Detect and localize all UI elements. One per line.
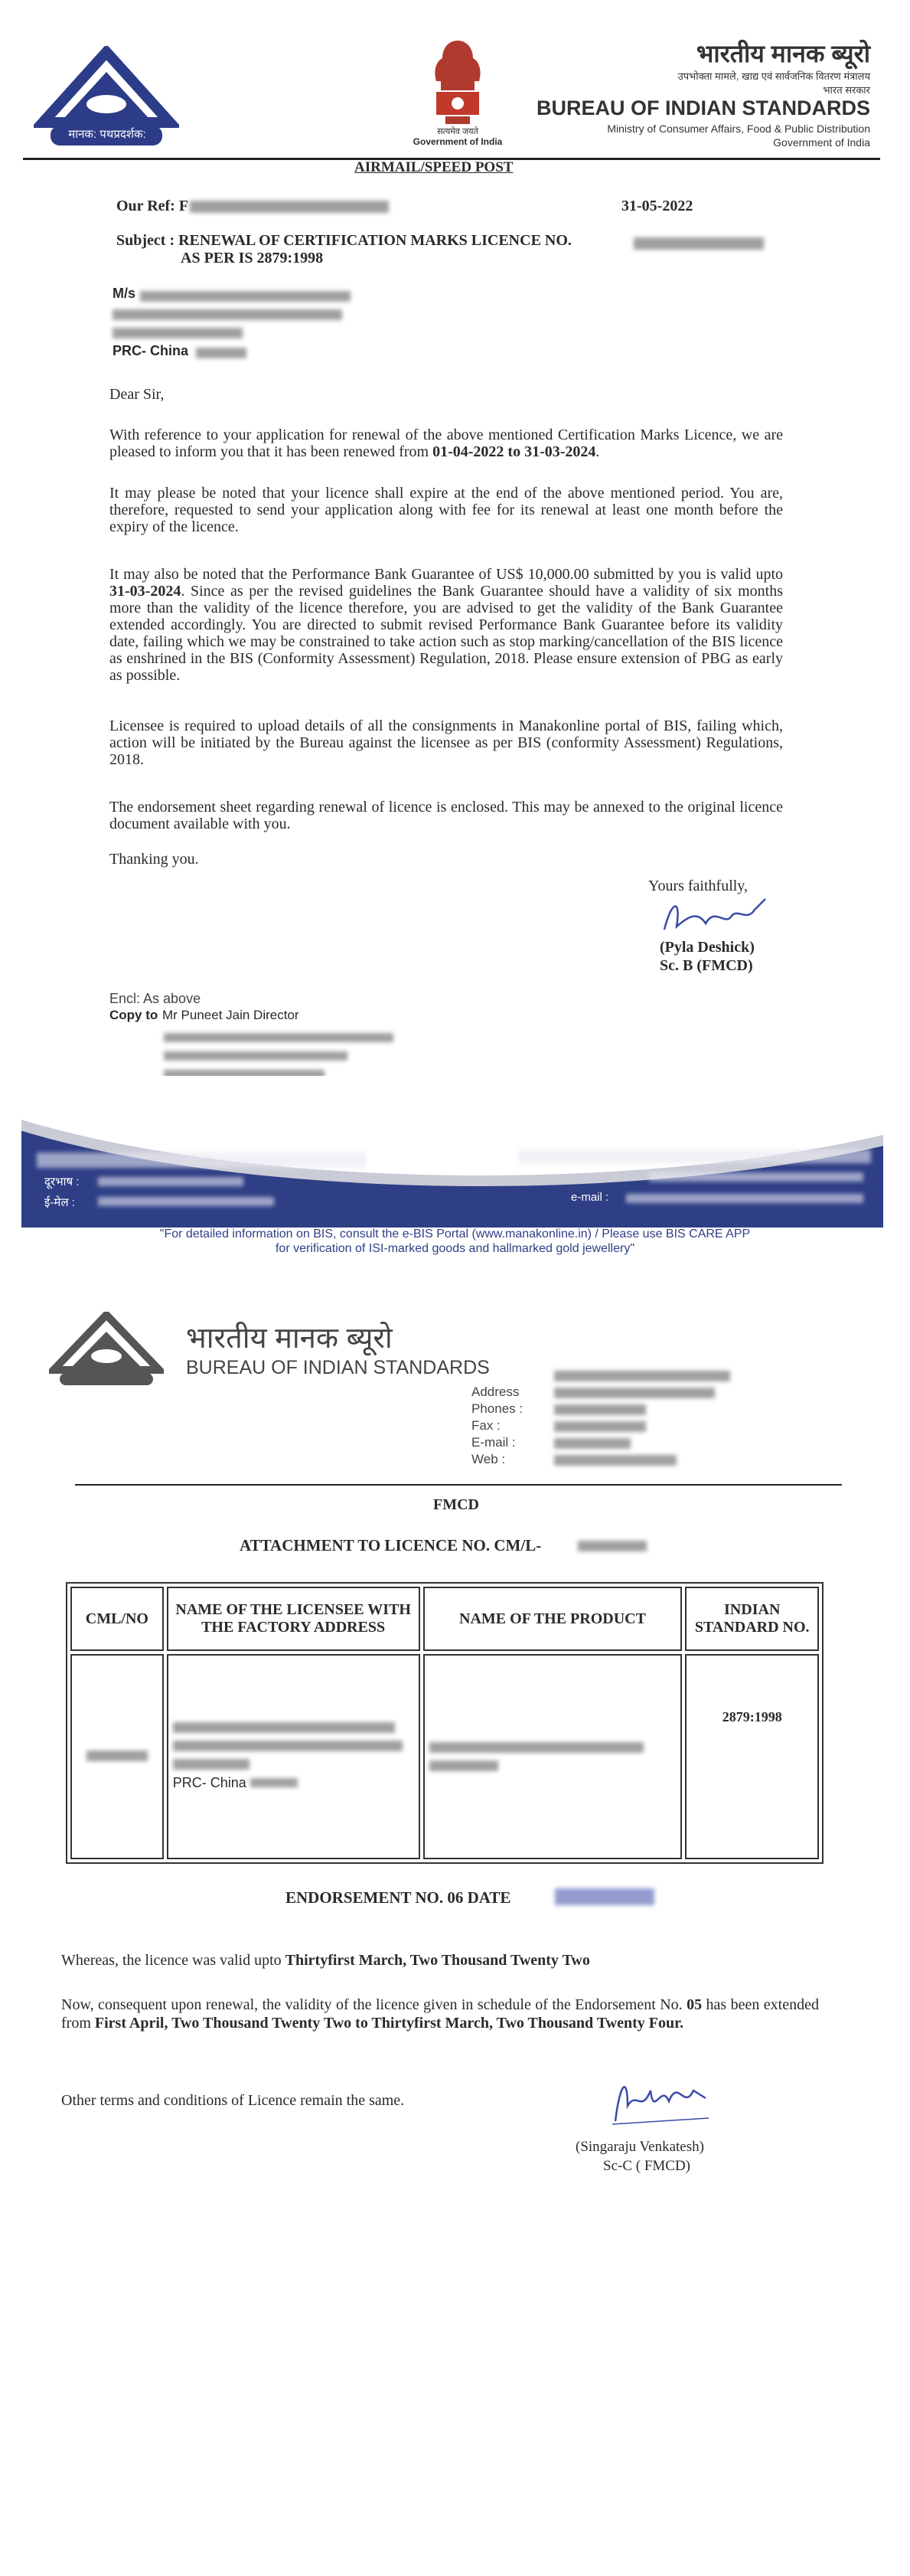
- endorsement-hindi-name: भारतीय मानक ब्यूरो: [186, 1322, 393, 1355]
- attachment-title: ATTACHMENT TO LICENCE NO. CM/L-: [240, 1536, 542, 1554]
- contact-phones-label: Phones :: [471, 1401, 523, 1416]
- col-standard: INDIAN STANDARD NO.: [685, 1587, 819, 1651]
- our-ref: Our Ref: F: [116, 198, 189, 214]
- thanking: Thanking you.: [109, 851, 199, 868]
- table-header-row: [70, 1587, 819, 1651]
- signatory-name: (Pyla Deshick): [660, 939, 755, 956]
- header-hindi-name: भारतीय मानक ब्यूरो: [696, 40, 870, 67]
- redacted-contact-3: [554, 1404, 646, 1415]
- redacted-address-2: [113, 309, 342, 320]
- emblem-caption-hindi: सत्यमेव जयते: [437, 127, 478, 136]
- paragraph-renewal: [109, 427, 783, 460]
- paragraph-bank-guarantee: [109, 566, 783, 684]
- signatory-title: Sc. B (FMCD): [660, 957, 753, 974]
- salutation: Dear Sir,: [109, 386, 165, 403]
- header-govt: Government of India: [773, 136, 870, 149]
- bank-guarantee-text-2: . Since as per the revised guidelines the Bank Guarantee should have a validity of six months more than the validity of the licence therefore, you are advised to get the validity of the Bank Guarantee extended accordingly. You are directed to submit revised Performance Bank Guarantee before its validity date, failing which we may be constrained to take action such as stop marking/cancellation of the BIS licence as enshrined in the BIS (Conformity Assessment) Regulation, 2018. Please ensure extension of PBG as early as possible.: [109, 583, 783, 684]
- signature-venkatesh: [605, 2068, 719, 2132]
- whereas-prefix: Whereas, the licence was valid upto: [61, 1952, 285, 1969]
- endorsement-bis-logo: [49, 1312, 164, 1388]
- subject-line-2: AS PER IS 2879:1998: [181, 250, 324, 266]
- redacted-copy-2: [164, 1051, 347, 1061]
- cell-licensee: [167, 1654, 420, 1859]
- whereas-date: Thirtyfirst March, Two Thousand Twenty Two: [285, 1952, 590, 1969]
- signature-deshick: [658, 893, 781, 940]
- header-hindi-govt: भारत सरकार: [823, 84, 870, 96]
- col-product: NAME OF THE PRODUCT: [423, 1587, 683, 1651]
- table-row: [70, 1654, 819, 1859]
- renewal-period: First April, Two Thousand Twenty Two to Thirtyfirst March, Two Thousand Twenty Four.: [94, 2015, 684, 2032]
- footer-note-1: "For detailed information on BIS, consult the e-BIS Portal (www.manakonline.in) / Please use BIS CARE APP: [159, 1228, 751, 1241]
- enclosure: Encl: As above: [109, 991, 201, 1006]
- renewal-prefix: Now, consequent upon renewal, the validity of the licence given in schedule of the Endorsement No.: [61, 1996, 687, 2013]
- post-mode: AIRMAIL/SPEED POST: [354, 159, 514, 175]
- renewal-period: 01-04-2022 to 31-03-2024: [432, 443, 596, 460]
- paragraph-expiry: It may please be noted that your licence shall expire at the end of the above mentioned period. You are, therefore, requested to send your application along with fee for its renewal at least one month before the expiry of the licence.: [109, 485, 783, 535]
- contact-email-label: E-mail :: [471, 1435, 516, 1450]
- header-ministry: Ministry of Consumer Affairs, Food & Public Distribution: [607, 123, 870, 135]
- renewal-text: [61, 1996, 819, 2032]
- redacted-contact-6: [554, 1455, 677, 1466]
- cell-product: [423, 1654, 683, 1859]
- header-hindi-ministry: उपभोक्ता मामले, खाद्य एवं सार्वजनिक वितरण मंत्रालय: [677, 70, 870, 82]
- redacted-contact-4: [554, 1421, 646, 1432]
- footer-email-label-en: e-mail :: [571, 1191, 609, 1204]
- redacted-contact-5: [554, 1438, 631, 1449]
- cell-cml-no: [70, 1654, 164, 1859]
- contact-web-label: Web :: [471, 1452, 506, 1466]
- attachment-table: [66, 1582, 824, 1864]
- cell-standard-no: 2879:1998: [685, 1654, 819, 1859]
- endorsement-signatory-name: (Singaraju Venkatesh): [576, 2139, 704, 2155]
- endorsement-english-name: BUREAU OF INDIAN STANDARDS: [186, 1357, 490, 1378]
- redacted-contact-2: [554, 1388, 715, 1398]
- renewal-middle: has been extended from: [61, 1996, 819, 2032]
- bis-logo: [34, 46, 179, 153]
- letter-date: 31-05-2022: [621, 198, 693, 214]
- closing: Yours faithfully,: [648, 878, 749, 894]
- emblem-caption: Government of India: [413, 136, 503, 147]
- paragraph-renewal-end: .: [595, 443, 600, 460]
- footer-email-label: ई-मेल :: [44, 1196, 75, 1209]
- redacted-ref: [190, 201, 389, 213]
- subject-line-1: Subject : RENEWAL OF CERTIFICATION MARKS LICENCE NO.: [116, 232, 572, 249]
- footer-note-2: for verification of ISI-marked goods and hallmarked gold jewellery": [275, 1242, 634, 1255]
- endorsement-rule: [75, 1484, 842, 1486]
- copy-to-label: Copy to: [109, 1008, 158, 1022]
- logo-caption: मानक: पथप्रदर्शक:: [68, 128, 146, 141]
- redacted-endorsement-date: [555, 1888, 654, 1905]
- licensee-country: PRC- China: [172, 1774, 246, 1790]
- redacted-copy-1: [164, 1033, 393, 1042]
- col-licensee: NAME OF THE LICENSEE WITH THE FACTORY ADDRESS: [167, 1587, 420, 1651]
- endorsement-signatory-title: Sc-C ( FMCD): [603, 2158, 691, 2174]
- other-terms: Other terms and conditions of Licence remain the same.: [61, 2092, 405, 2109]
- bank-guarantee-text: It may also be noted that the Performance Bank Guarantee of US$ 10,000.00 submitted by you is valid upto: [109, 566, 783, 583]
- redacted-licence-no: [634, 237, 764, 250]
- endorsement-label: ENDORSEMENT NO. 06 DATE: [285, 1888, 511, 1907]
- col-cml-no: CML/NO: [70, 1587, 164, 1651]
- paragraph-endorsement-sheet: The endorsement sheet regarding renewal of licence is enclosed. This may be annexed to the original licence document available with you.: [109, 799, 783, 832]
- bank-guarantee-date: 31-03-2024: [109, 583, 181, 600]
- contact-fax-label: Fax :: [471, 1418, 501, 1433]
- redacted-address-4: [196, 348, 246, 358]
- redacted-contact-1: [554, 1371, 730, 1381]
- renewal-endorsement-no: 05: [687, 1996, 703, 2013]
- paragraph-renewal-text: With reference to your application for renewal of the above mentioned Certification Marks Licence, we are pleased to inform you that it has been renewed from: [109, 427, 783, 460]
- whereas-text: [61, 1952, 590, 1970]
- contact-address-label: Address: [471, 1384, 520, 1399]
- redacted-address-3: [113, 328, 243, 338]
- redacted-attachment-no: [578, 1541, 647, 1551]
- footer-band: [21, 1076, 883, 1228]
- addressee-prefix: M/s: [113, 286, 136, 301]
- addressee-country: PRC- China: [113, 343, 188, 358]
- copy-to-name: Mr Puneet Jain Director: [162, 1008, 299, 1022]
- redacted-address-1: [140, 291, 351, 302]
- header-english-name: BUREAU OF INDIAN STANDARDS: [537, 96, 870, 119]
- footer-phone-label: दूरभाष :: [44, 1175, 80, 1188]
- state-emblem: [413, 37, 503, 152]
- paragraph-consignments: Licensee is required to upload details of all the consignments in Manakonline portal of BIS, failing which, action will be initiated by the Bureau against the licensee as per BIS (conformity Assessment) Regulations, 2018.: [109, 718, 783, 768]
- department: FMCD: [433, 1496, 479, 1513]
